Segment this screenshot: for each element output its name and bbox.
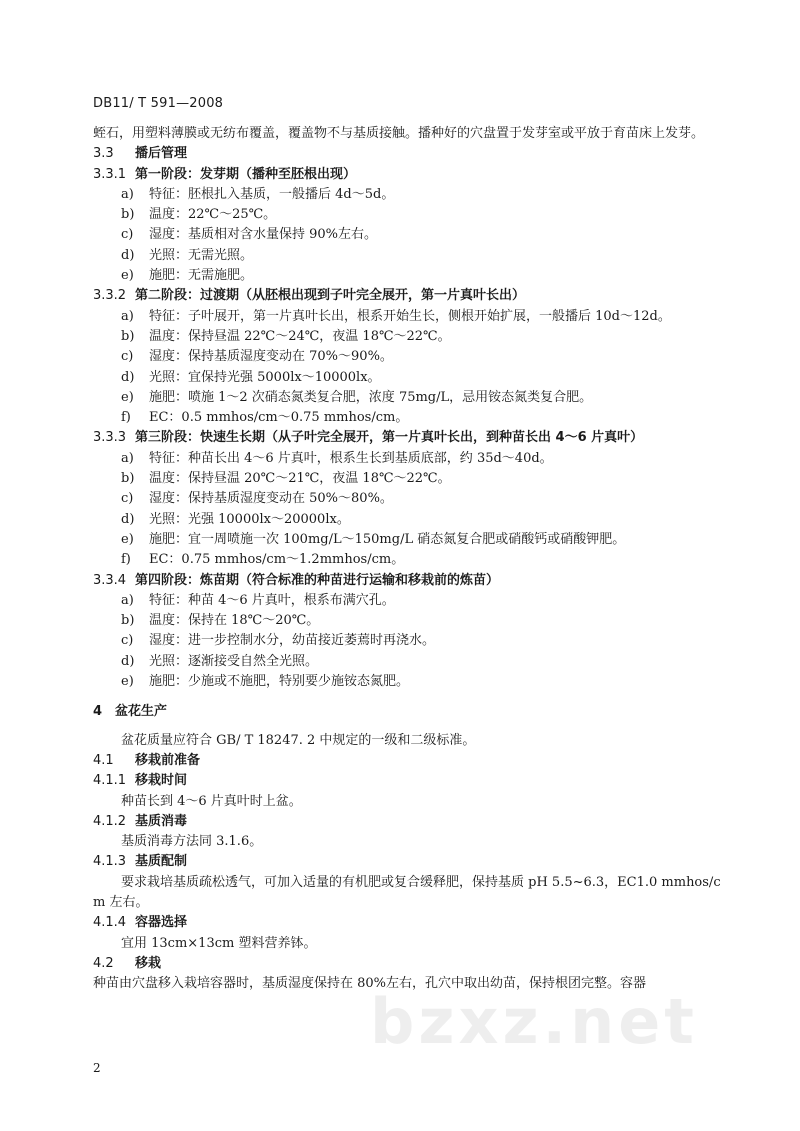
list-item: e) 施肥：无需施肥。: [121, 268, 254, 284]
section-title: 第二阶段：过渡期（从胚根出现到子叶完全展开，第一片真叶长出）: [135, 288, 526, 304]
list-item: c) 湿度：进一步控制水分，幼苗接近萎蔫时再浇水。: [121, 633, 436, 649]
list-item: f) EC：0.5 mmhos/cm～0.75 mmhos/cm。: [121, 410, 409, 426]
paragraph-line: m 左右。: [93, 894, 149, 910]
subsection-heading-4-1-3: [93, 852, 725, 872]
section-title: 盆花生产: [115, 704, 168, 720]
section-title: 播后管理: [135, 146, 188, 162]
section-number: 4.1: [93, 752, 114, 768]
page-number: 2: [93, 1061, 101, 1075]
list-item: d) 光照：逐渐接受自然全光照。: [121, 653, 319, 669]
paragraph: 种苗长到 4～6 片真叶时上盆。: [121, 793, 302, 809]
list-item: d) 光照：宜保持光强 5000lx～10000lx。: [121, 369, 381, 385]
paragraph: 基质消毒方法同 3.1.6。: [121, 834, 263, 850]
section-title: 移栽时间: [135, 773, 188, 789]
section-heading-4-2: [93, 954, 725, 974]
list-item: a) 特征：种苗长出 4～6 片真叶，根系生长到基质底部，约 35d～40d。: [121, 450, 553, 466]
section-title: 移栽: [135, 955, 162, 971]
list-item: d) 光照：无需光照。: [121, 247, 254, 263]
section-number: 3.3.1: [93, 166, 127, 182]
watermark: bzxz.net: [370, 985, 698, 1058]
section-title: 第四阶段：炼苗期（符合标准的种苗进行运输和移栽前的炼苗）: [135, 572, 500, 588]
section-number: 4.1.2: [93, 813, 127, 829]
list-item: f) EC：0.75 mmhos/cm～1.2mmhos/cm。: [121, 552, 405, 568]
section-number: 4.1.3: [93, 854, 127, 870]
section-number: 4.1.4: [93, 915, 127, 931]
section-title: 基质消毒: [135, 813, 188, 829]
list-item: c) 湿度：保持基质湿度变动在 70%～90%。: [121, 349, 393, 365]
section-title: 基质配制: [135, 854, 188, 870]
subsection-heading-4-1-1: [93, 771, 725, 791]
list-item: b) 温度：保持昼温 20℃～21℃，夜温 18℃～22℃。: [121, 471, 451, 487]
section-number: 3.3.2: [93, 288, 127, 304]
paragraph: 种苗由穴盘移入栽培容器时，基质湿度保持在 80%左右，孔穴中取出幼苗，保持根团完整。容器: [93, 976, 647, 992]
subsection-heading-4-1-2: [93, 812, 725, 832]
subsection-heading-3-3-2: [93, 286, 725, 306]
section-number: 4: [93, 704, 103, 720]
list-item: d) 光照：光强 10000lx～20000lx。: [121, 511, 350, 527]
list-item: a) 特征：胚根扎入基质，一般播后 4d～5d。: [121, 186, 395, 202]
list-item: a) 特征：种苗 4～6 片真叶，根系布满穴孔。: [121, 592, 395, 608]
section-title: 第一阶段：发芽期（播种至胚根出现）: [135, 166, 357, 182]
section-number: 3.3.3: [93, 430, 127, 446]
subsection-heading-3-3-3: [93, 428, 725, 448]
chapter-intro: 盆花质量应符合 GB/ T 18247. 2 中规定的一级和二级标准。: [121, 732, 476, 748]
list-item: e) 施肥：宜一周喷施一次 100mg/L～150mg/L 硝态氮复合肥或硝酸钙或硝酸钾肥。: [121, 531, 626, 547]
subsection-heading-4-1-4: [93, 913, 725, 933]
list-item: b) 温度：22℃～25℃。: [121, 207, 277, 223]
standard-code-header: DB11/ T 591—2008: [93, 96, 224, 111]
subsection-heading-3-3-1: [93, 165, 725, 185]
paragraph: 宜用 13cm×13cm 塑料营养钵。: [121, 935, 317, 951]
list-item: e) 施肥：喷施 1～2 次硝态氮类复合肥，浓度 75mg/L，忌用铵态氮类复合肥。: [121, 389, 593, 405]
list-item: c) 湿度：基质相对含水量保持 90%左右。: [121, 227, 378, 243]
section-number: 4.2: [93, 955, 114, 971]
section-heading-3-3: [93, 144, 725, 164]
chapter-heading-4: [93, 702, 725, 722]
paragraph-line: 要求栽培基质疏松透气，可加入适量的有机肥或复合缓释肥，保持基质 pH 5.5~6.3，EC1.0 mmhos/c: [121, 874, 721, 890]
section-title: 容器选择: [135, 915, 188, 931]
subsection-heading-3-3-4: [93, 571, 725, 591]
list-item: b) 温度：保持昼温 22℃～24℃，夜温 18℃～22℃。: [121, 328, 451, 344]
list-item: b) 温度：保持在 18℃～20℃。: [121, 613, 320, 629]
section-title: 移栽前准备: [135, 752, 201, 768]
list-item: c) 湿度：保持基质湿度变动在 50%～80%。: [121, 491, 393, 507]
list-item: a) 特征：子叶展开，第一片真叶长出，根系开始生长，侧根开始扩展，一般播后 10d～12d。: [121, 308, 671, 324]
intro-paragraph: 蛭石，用塑料薄膜或无纺布覆盖，覆盖物不与基质接触。播种好的穴盘置于发芽室或平放于育苗床上发芽。: [93, 126, 705, 141]
section-number: 3.3: [93, 146, 114, 162]
section-heading-4-1: [93, 751, 725, 771]
section-number: 4.1.1: [93, 773, 127, 789]
document-body: [93, 124, 725, 994]
section-title: 第三阶段：快速生长期（从子叶完全展开，第一片真叶长出，到种苗长出 4～6 片真叶）: [135, 430, 644, 446]
list-item: e) 施肥：少施或不施肥，特别要少施铵态氮肥。: [121, 674, 410, 690]
section-number: 3.3.4: [93, 572, 127, 588]
